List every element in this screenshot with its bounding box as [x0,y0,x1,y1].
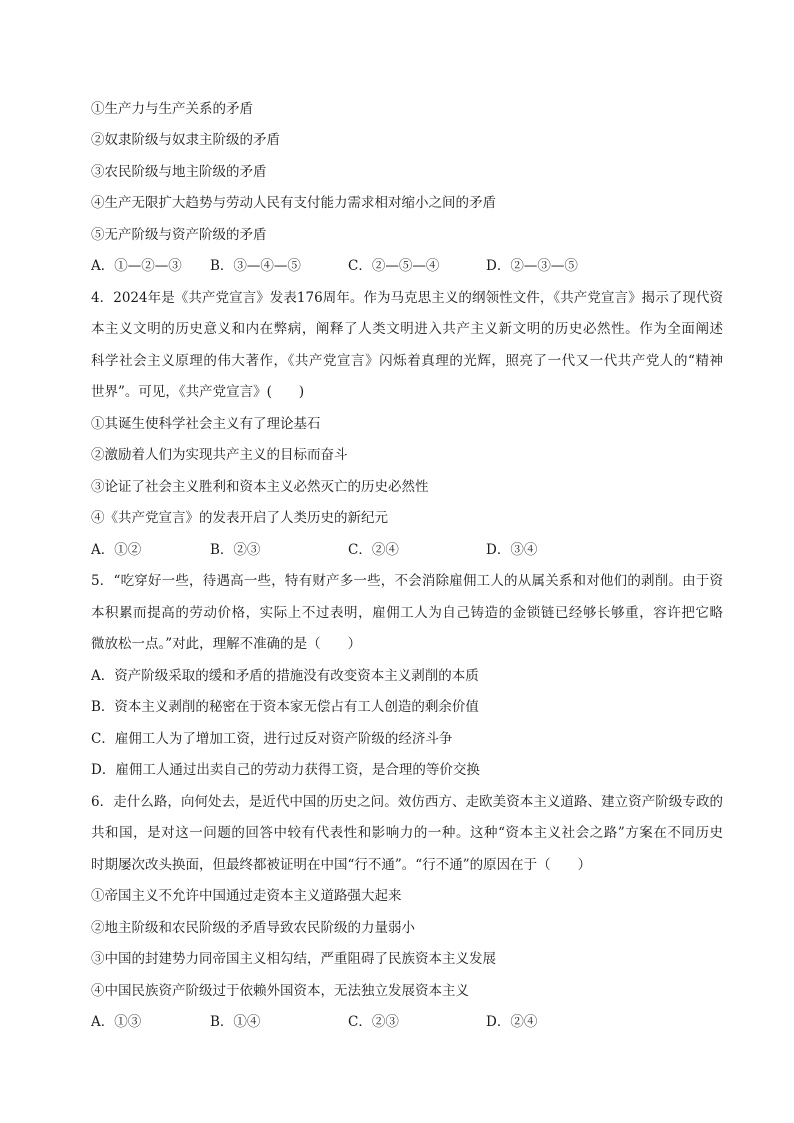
q6-option-d: D．②④ [486,1014,538,1030]
q4-stem-line-1: 4．2024年是《共产党宣言》发表176周年。作为马克思主义的纲领性文件，《共产党宣言》揭示了现代资 [91,290,723,306]
q5-choice-a: A．资产阶级采取的缓和矛盾的措施没有改变资本主义剥削的本质 [91,668,479,684]
q3-option-c: C．②—⑤—④ [348,258,440,274]
q6-item-1: ①帝国主义不允许中国通过走资本主义道路强大起来 [91,888,402,904]
q4-item-1: ①其诞生使科学社会主义有了理论基石 [91,416,321,432]
q6-item-4: ④中国民族资产阶级过于依赖外国资本，无法独立发展资本主义 [91,983,469,999]
q4-option-d: D．③④ [486,542,538,558]
q5-stem-line-2: 本积累而提高的劳动价格，实际上不过表明，雇佣工人为自己铸造的金锁链已经够长够重，容许把它略 [91,605,723,621]
q4-stem-line-4: 世界”。可见，《共产党宣言》( ) [91,384,305,400]
q6-option-b: B．①④ [210,1014,261,1030]
q6-stem-line-1: 6．走什么路，向何处去，是近代中国的历史之问。效仿西方、走欧美资本主义道路、建立资产阶级专政的 [91,794,723,810]
q3-item-2: ②奴隶阶级与奴隶主阶级的矛盾 [91,132,280,148]
q6-item-3: ③中国的封建势力同帝国主义相勾结，严重阻碍了民族资本主义发展 [91,951,496,967]
q6-item-2: ②地主阶级和农民阶级的矛盾导致农民阶级的力量弱小 [91,920,415,936]
q3-item-5: ⑤无产阶级与资产阶级的矛盾 [91,227,267,243]
q3-item-4: ④生产无限扩大趋势与劳动人民有支付能力需求相对缩小之间的矛盾 [91,195,496,211]
q5-stem-line-1: 5．“吃穿好一些，待遇高一些，特有财产多一些，不会消除雇佣工人的从属关系和对他们的剥削。由于资 [91,573,723,589]
q4-option-b: B．②③ [210,542,261,558]
q4-item-2: ②激励着人们为实现共产主义的目标而奋斗 [91,447,348,463]
q3-option-d: D．②—③—⑤ [486,258,578,274]
q5-choice-d: D．雇佣工人通过出卖自己的劳动力获得工资，是合理的等价交换 [91,762,480,778]
q4-stem-line-3: 科学社会主义原理的伟大著作，《共产党宣言》闪烁着真理的光辉，照亮了一代又一代共产党人的“精神 [91,353,723,369]
q4-item-3: ③论证了社会主义胜利和资本主义必然灭亡的历史必然性 [91,479,429,495]
q6-stem-line-3: 时期屡次改头换面，但最终都被证明在中国“行不通”。“行不通”的原因在于（ ） [91,857,592,873]
q4-option-a: A．①② [91,542,142,558]
q3-option-a: A．①—②—③ [91,258,182,274]
q5-choice-c: C．雇佣工人为了增加工资，进行过反对资产阶级的经济斗争 [91,731,453,747]
q6-option-a: A．①③ [91,1014,142,1030]
q4-stem-line-2: 本主义文明的历史意义和内在弊病，阐释了人类文明进入共产主义新文明的历史必然性。作为全面阐述 [91,321,723,337]
q5-choice-b: B．资本主义剥削的秘密在于资本家无偿占有工人创造的剩余价值 [91,699,479,715]
q6-stem-line-2: 共和国，是对这一问题的回答中较有代表性和影响力的一种。这种“资本主义社会之路”方案在不同历史 [91,825,723,841]
q6-option-c: C．②③ [348,1014,399,1030]
q3-option-b: B．③—④—⑤ [210,258,301,274]
q3-item-3: ③农民阶级与地主阶级的矛盾 [91,164,267,180]
q4-option-c: C．②④ [348,542,399,558]
q4-item-4: ④《共产党宣言》的发表开启了人类历史的新纪元 [91,510,388,526]
q3-item-1: ①生产力与生产关系的矛盾 [91,101,253,117]
q5-stem-line-3: 微放松一点。”对此，理解不准确的是（ ） [91,636,362,652]
